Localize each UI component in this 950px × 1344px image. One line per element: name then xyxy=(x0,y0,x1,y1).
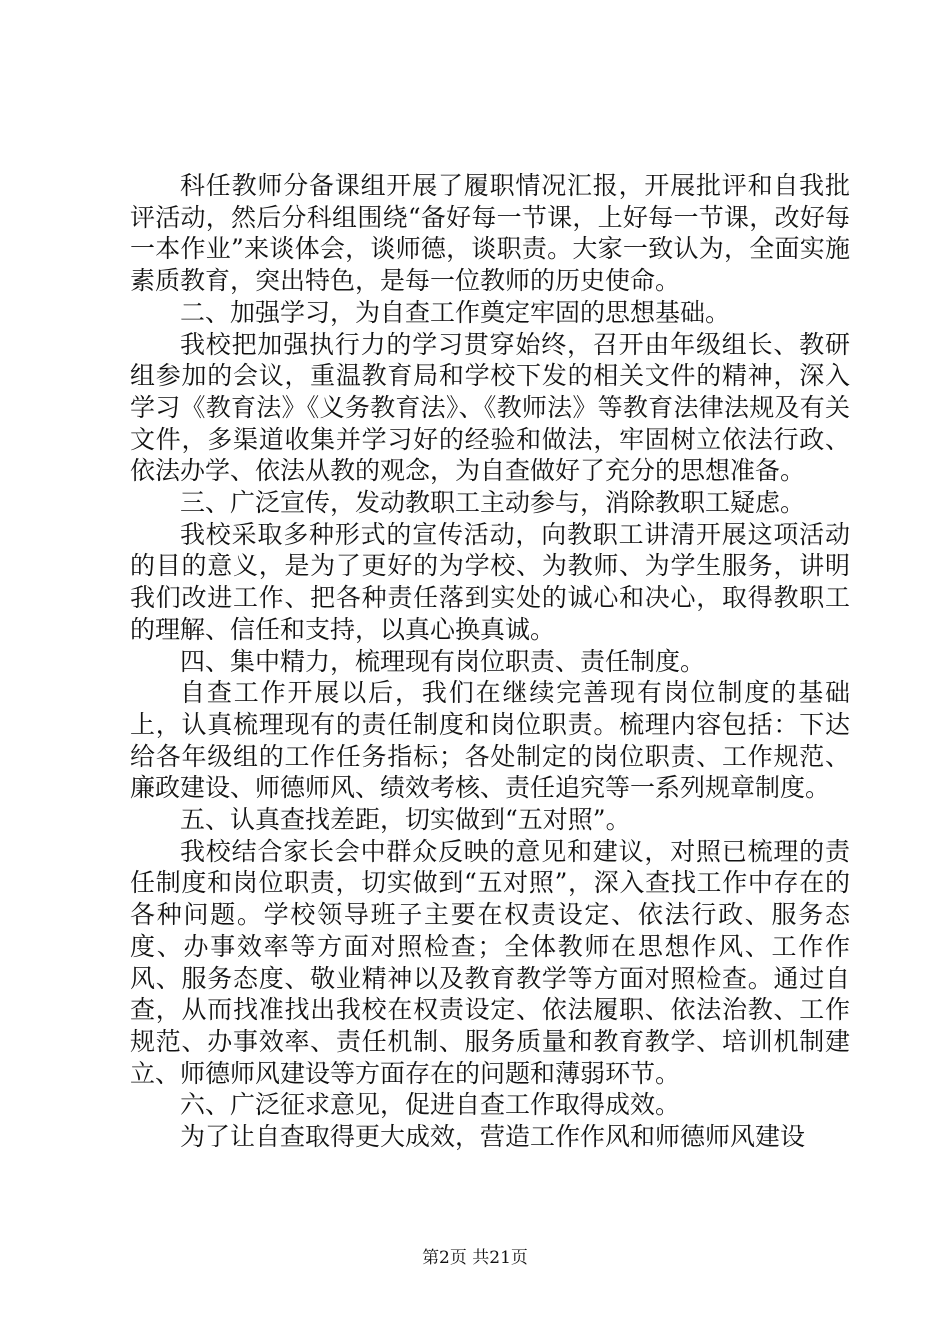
paragraph-2: 我校把加强执行力的学习贯穿始终，召开由年级组长、教研组参加的会议，重温教育局和学校下发的相关文件的精神，深入学习《教育法》《义务教育法》、《教师法》等教育法律法规及有关文件，多渠道收集并学习好的经验和做法，牢固树立依法行政、依法办学、依法从教的观念，为自查做好了充分的思想准备。 xyxy=(130,329,850,486)
section-heading-2: 二、加强学习，为自查工作奠定牢固的思想基础。 xyxy=(180,297,731,327)
paragraph-6: 为了让自查取得更大成效，营造工作作风和师德师风建设 xyxy=(180,1122,806,1152)
page-number-footer: 第2页 共21页 xyxy=(422,1248,528,1268)
paragraph-3: 我校采取多种形式的宣传活动，向教职工讲清开展这项活动的目的意义，是为了更好的为学校、为教师、为学生服务，讲明我们改进工作、把各种责任落到实处的诚心和决心，取得教职工的理解、信任和支持，以真心换真诚。 xyxy=(130,519,850,644)
section-heading-5: 五、认真查找差距，切实做到“五对照”。 xyxy=(180,805,631,835)
paragraph-5: 我校结合家长会中群众反映的意见和建议，对照已梳理的责任制度和岗位职责，切实做到“五对照”，深入查找工作中存在的各种问题。学校领导班子主要在权责设定、依法行政、服务态度、办事效率等方面对照检查；全体教师在思想作风、工作作风、服务态度、敬业精神以及教育教学等方面对照检查。通过自查，从而找准找出我校在权责设定、依法履职、依法治教、工作规范、办事效率、责任机制、服务质量和教育教学、培训机制建立、师德师风建设等方面存在的问题和薄弱环节。 xyxy=(130,836,850,1088)
section-heading-3: 三、广泛宣传，发动教职工主动参与，消除教职工疑虑。 xyxy=(180,488,806,518)
document-body xyxy=(130,170,850,1153)
paragraph-4: 自查工作开展以后，我们在继续完善现有岗位制度的基础上，认真梳理现有的责任制度和岗位职责。梳理内容包括：下达给各年级组的工作任务指标；各处制定的岗位职责、工作规范、廉政建设、师德师风、绩效考核、责任追究等一系列规章制度。 xyxy=(130,678,850,803)
section-heading-4: 四、集中精力，梳理现有岗位职责、责任制度。 xyxy=(180,646,706,676)
section-heading-6: 六、广泛征求意见，促进自查工作取得成效。 xyxy=(180,1090,681,1120)
paragraph-1: 科任教师分备课组开展了履职情况汇报，开展批评和自我批评活动，然后分科组围绕“备好每一节课，上好每一节课，改好每一本作业”来谈体会，谈师德，谈职责。大家一致认为，全面实施素质教育，突出特色，是每一位教师的历史使命。 xyxy=(130,171,850,296)
